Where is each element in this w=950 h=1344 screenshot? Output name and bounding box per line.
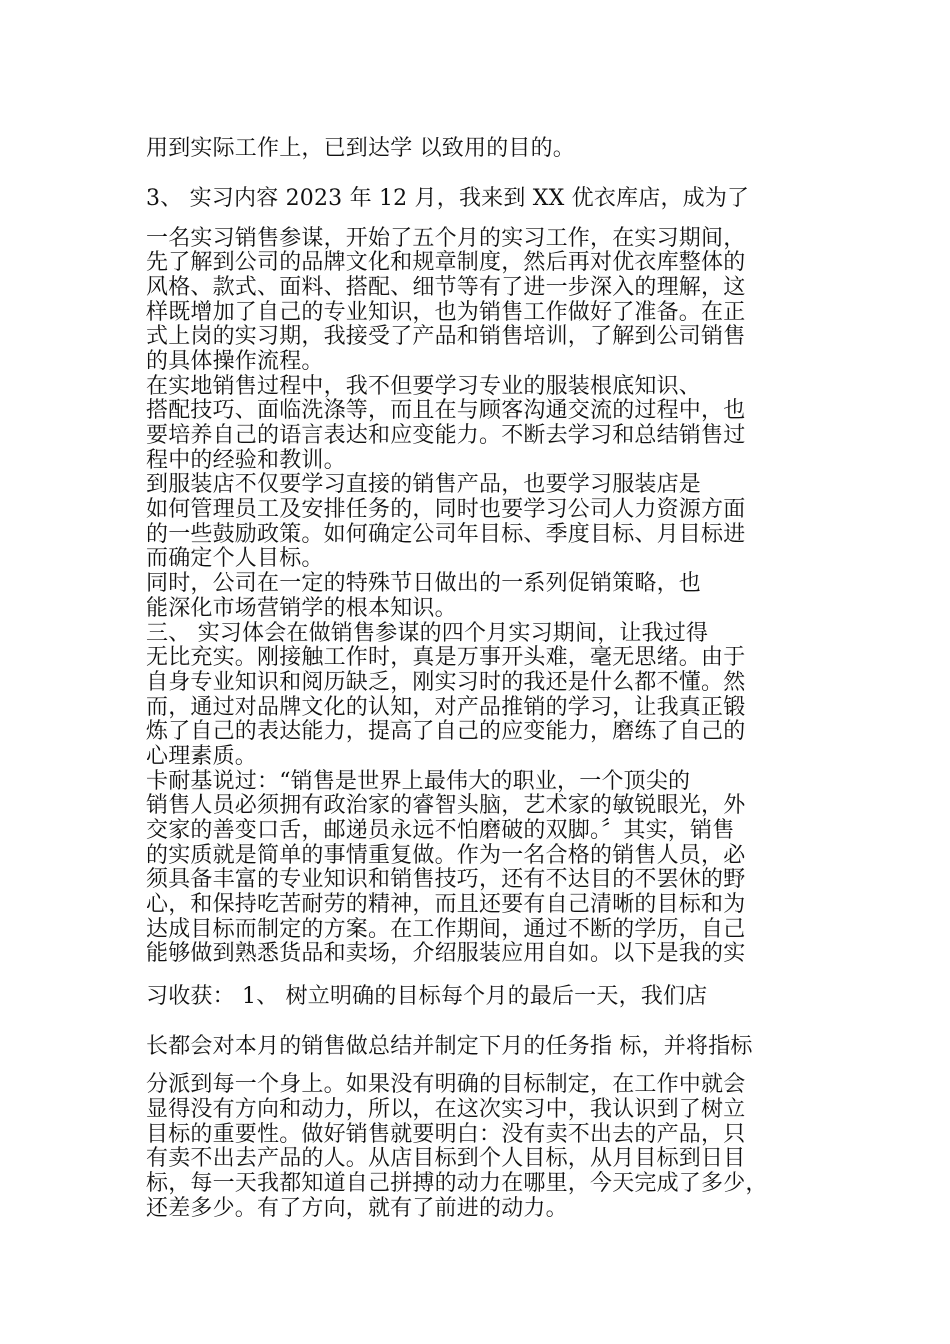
text-line: 卡耐基说过：“销售是世界上最伟大的职业，一个顶尖的 [146, 769, 691, 794]
text-line: 的一些鼓励政策。如何确定公司年目标、季度目标、月目标进 [146, 522, 746, 547]
text-line: 心，和保持吃苦耐劳的精神，而且还要有自己清晰的目标和为 [146, 892, 746, 917]
text-line: 同时，公司在一定的特殊节日做出的一系列促销策略，也 [146, 571, 702, 596]
text-line: 在实地销售过程中，我不但要学习专业的服装根底知识、 [146, 374, 702, 399]
text-line: 心理素质。 [146, 744, 258, 769]
text-line: 三、 实习体会在做销售参谋的四个月实习期间，让我过得 [146, 621, 709, 646]
text-line: 先了解到公司的品牌文化和规章制度，然后再对优衣库整体的 [146, 250, 746, 275]
text-line: 分派到每一个身上。如果没有明确的目标制定，在工作中就会 [146, 1072, 746, 1097]
text-line: 到服装店不仅要学习直接的销售产品，也要学习服装店是 [146, 472, 702, 497]
text-line: 一名实习销售参谋，开始了五个月的实习工作，在实习期间， [146, 226, 746, 251]
text-line: 能够做到熟悉货品和卖场，介绍服装应用自如。以下是我的实 [146, 941, 746, 966]
text-line: 交家的善变口舌，邮递员永远不怕磨破的双脚。〞其实，销售 [146, 818, 735, 843]
text-line: 自身专业知识和阅历缺乏，刚实习时的我还是什么都不懂。然 [146, 670, 746, 695]
text-line: 式上岗的实习期，我接受了产品和销售培训，了解到公司销售 [146, 324, 746, 349]
text-line: 销售人员必须拥有政治家的睿智头脑，艺术家的敏锐眼光，外 [146, 793, 746, 818]
text-line: 如何管理员工及安排任务的，同时也要学习公司人力资源方面 [146, 497, 746, 522]
text-line: 还差多少。有了方向，就有了前进的动力。 [146, 1196, 568, 1221]
text-line: 的具体操作流程。 [146, 349, 324, 374]
text-line: 3、 实习内容 2023 年 12 月，我来到 XX 优衣库店，成为了 [146, 186, 750, 211]
text-line: 的实质就是简单的事情重复做。作为一名合格的销售人员，必 [146, 843, 746, 868]
text-line: 习收获： 1、 树立明确的目标每个月的最后一天，我们店 [146, 984, 708, 1009]
text-line: 样既增加了自己的专业知识，也为销售工作做好了准备。在正 [146, 300, 746, 325]
text-line: 有卖不出去产品的人。从店目标到个人目标，从月目标到日目 [146, 1146, 746, 1171]
text-line: 显得没有方向和动力，所以，在这次实习中，我认识到了树立 [146, 1097, 746, 1122]
text-line: 达成目标而制定的方案。在工作期间，通过不断的学历，自己 [146, 917, 746, 942]
text-line: 须具备丰富的专业知识和销售技巧，还有不达目的不罢休的野 [146, 867, 746, 892]
text-line: 用到实际工作上，已到达学 以致用的目的。 [146, 136, 575, 161]
text-line: 而确定个人目标。 [146, 546, 324, 571]
text-line: 风格、款式、面料、搭配、细节等有了进一步深入的理解，这 [146, 275, 746, 300]
text-line: 程中的经验和教训。 [146, 448, 346, 473]
text-line: 标，每一天我都知道自己拼搏的动力在哪里，今天完成了多少， [146, 1171, 768, 1196]
text-line: 目标的重要性。做好销售就要明白：没有卖不出去的产品，只 [146, 1122, 746, 1147]
text-line: 搭配技巧、面临洗涤等，而且在与顾客沟通交流的过程中，也 [146, 398, 746, 423]
text-line: 炼了自己的表达能力，提高了自己的应变能力，磨练了自己的 [146, 719, 746, 744]
text-line: 而，通过对品牌文化的认知，对产品推销的学习，让我真正锻 [146, 695, 746, 720]
text-line: 长都会对本月的销售做总结并制定下月的任务指 标，并将指标 [146, 1034, 753, 1059]
text-line: 无比充实。刚接触工作时，真是万事开头难，毫无思绪。由于 [146, 645, 746, 670]
text-line: 能深化市场营销学的根本知识。 [146, 596, 457, 621]
text-line: 要培养自己的语言表达和应变能力。不断去学习和总结销售过 [146, 423, 746, 448]
